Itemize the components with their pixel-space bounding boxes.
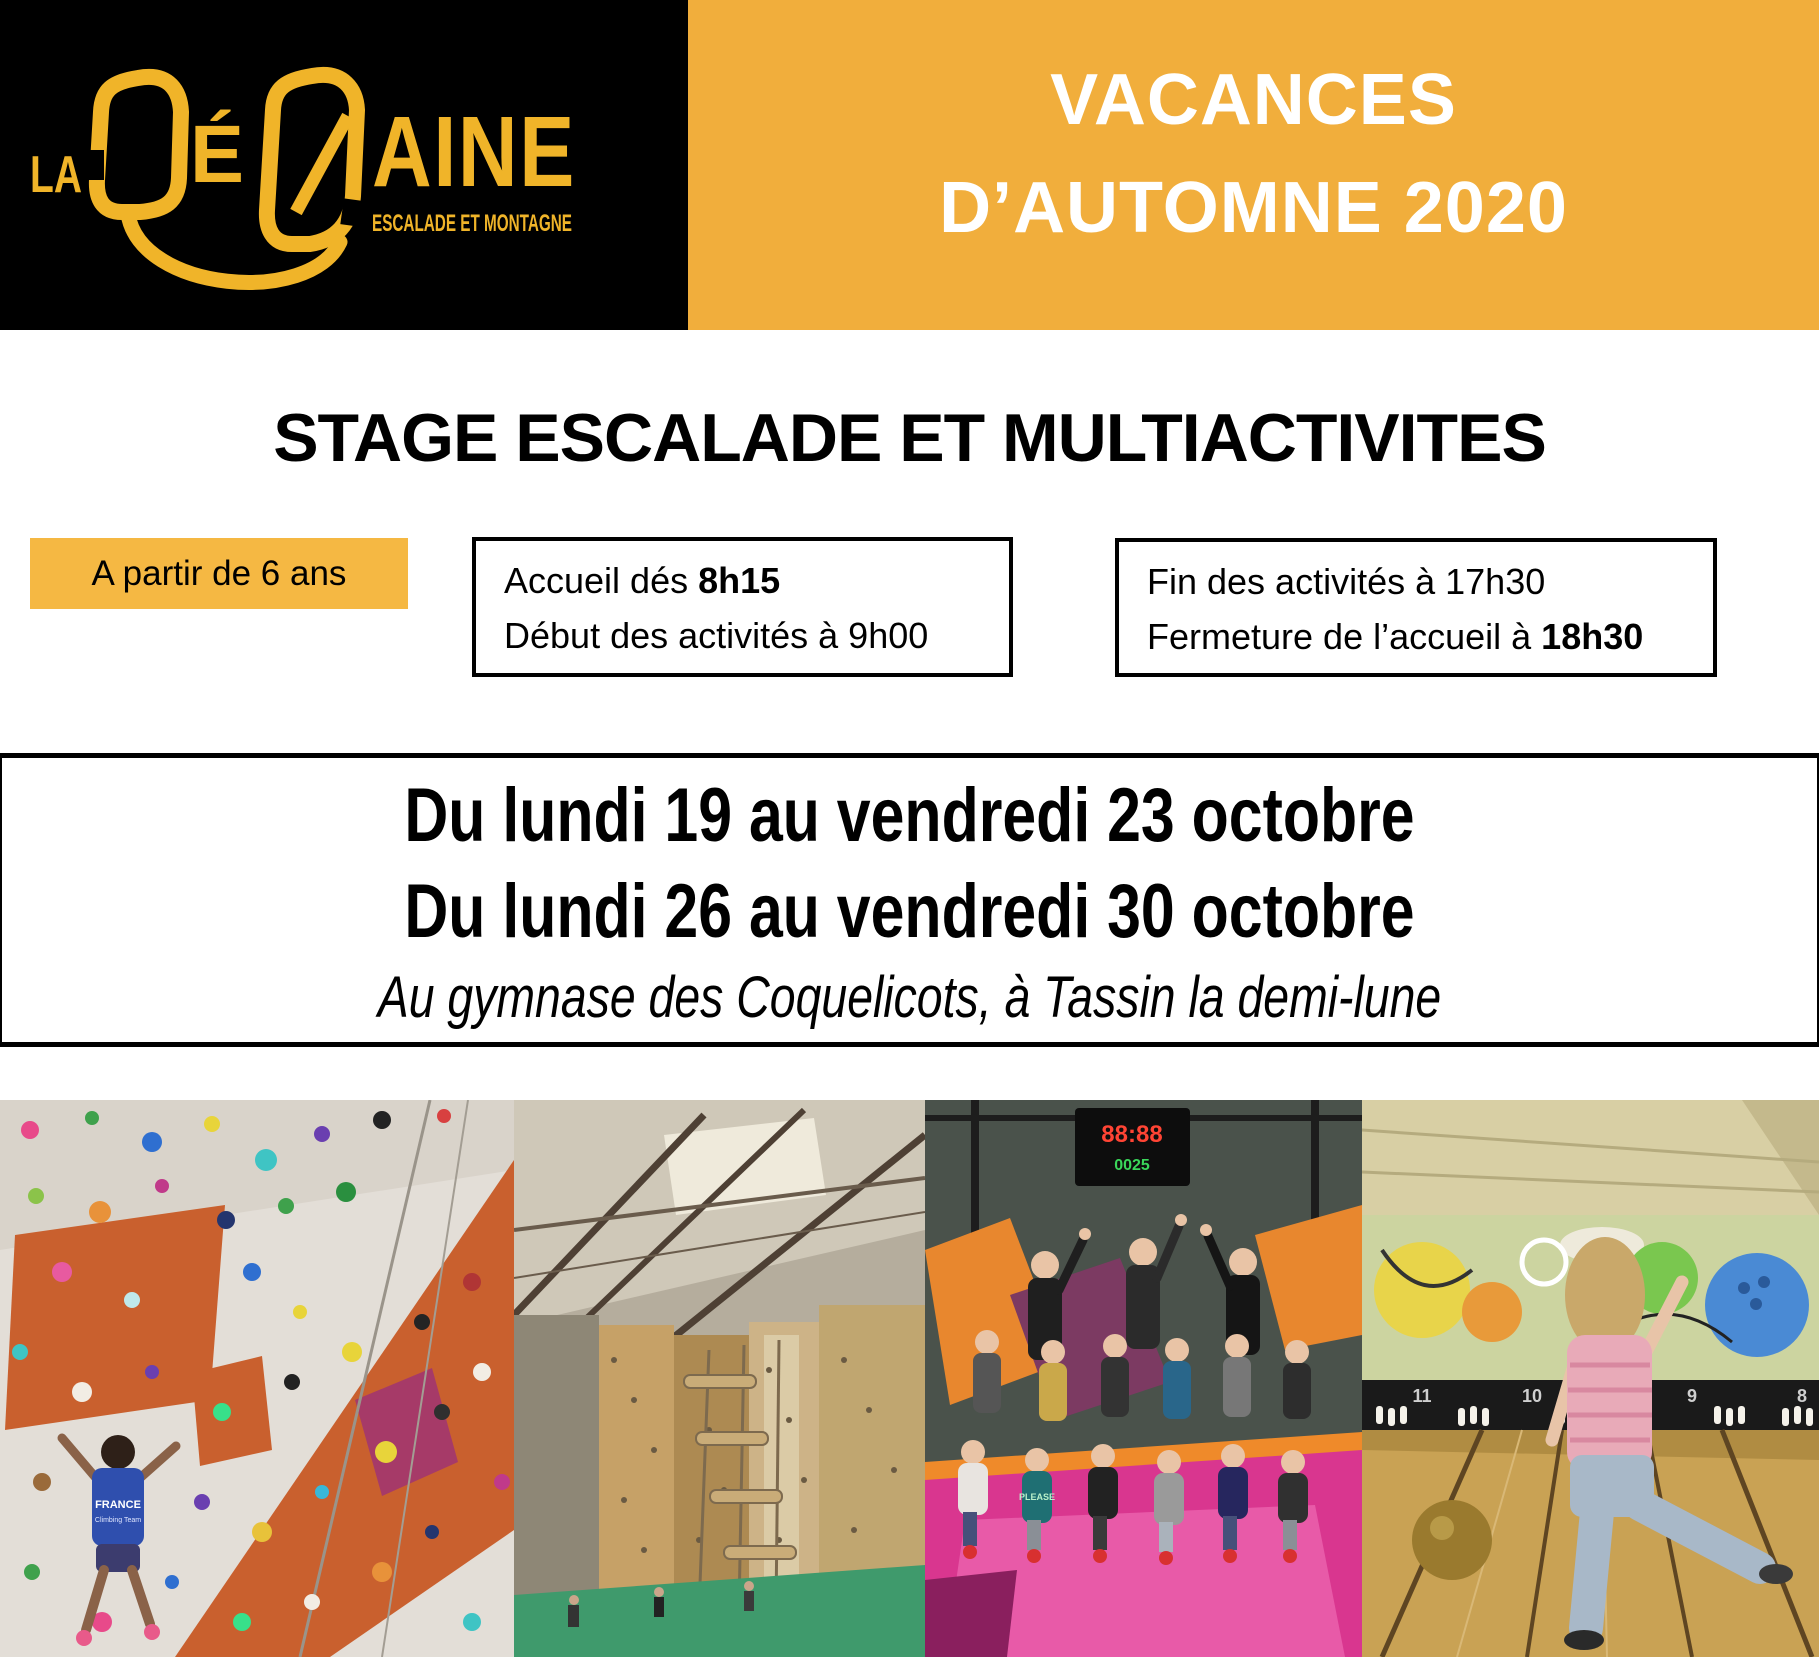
banner bbox=[688, 0, 1819, 330]
banner-line1: VACANCES bbox=[1050, 60, 1457, 140]
banner-line2: D’AUTOMNE 2020 bbox=[939, 168, 1568, 248]
bowling-photo bbox=[1362, 1100, 1819, 1657]
carabiner-g-icon bbox=[267, 75, 370, 244]
la-degaine-logo-icon bbox=[0, 0, 688, 330]
evening-line1: Fin des activités à 17h30 bbox=[1147, 561, 1546, 602]
age-badge-label: A partir de 6 ans bbox=[91, 553, 347, 593]
bowling-ball bbox=[1412, 1500, 1492, 1580]
lane-number: 9 bbox=[1686, 1386, 1698, 1406]
scoreboard bbox=[1075, 1108, 1190, 1186]
morning-line1: Accueil dés 8h15 bbox=[504, 560, 781, 601]
logo-e-acute: É bbox=[190, 109, 244, 200]
scoreboard-green-digits: 0025 bbox=[1114, 1157, 1150, 1174]
logo-box bbox=[0, 0, 688, 330]
climbing-wall-photo bbox=[0, 1100, 514, 1657]
age-badge bbox=[30, 538, 408, 609]
dates-line2: Du lundi 26 au vendredi 30 octobre bbox=[404, 869, 1415, 954]
orange-volume-small bbox=[5, 1205, 225, 1430]
dates-line1: Du lundi 19 au vendredi 23 octobre bbox=[404, 773, 1415, 858]
schedule-box-evening bbox=[1115, 538, 1717, 677]
lane-number: 10 bbox=[1521, 1386, 1543, 1406]
kid-shirt-text: PLEASE bbox=[1018, 1492, 1056, 1502]
shirt-text-team: Climbing Team bbox=[94, 1517, 142, 1524]
climbing-panels bbox=[514, 1305, 925, 1615]
morning-time-bold: 8h15 bbox=[698, 560, 781, 601]
dates-location: Au gymnase des Coquelicots, à Tassin la demi-lune bbox=[377, 965, 1442, 1030]
shirt-text-france: FRANCE bbox=[95, 1499, 141, 1511]
logo-prefix: LA bbox=[30, 146, 82, 204]
morning-line2: Début des activités à 9h00 bbox=[504, 615, 929, 656]
evening-time-bold: 18h30 bbox=[1541, 616, 1644, 657]
logo-tail: AINE bbox=[372, 96, 576, 208]
dates-box bbox=[0, 753, 1819, 1047]
scoreboard-red-digits: 88:88 bbox=[1101, 1121, 1163, 1148]
logo-subtitle: ESCALADE ET MONTAGNE bbox=[372, 210, 572, 237]
lane-number: 11 bbox=[1412, 1386, 1432, 1406]
page-title: STAGE ESCALADE ET MULTIACTIVITES bbox=[273, 400, 1546, 476]
carabiner-d-icon bbox=[88, 77, 181, 212]
trampoline-group-photo bbox=[925, 1100, 1362, 1657]
climbing-gym-photo bbox=[514, 1100, 925, 1657]
schedule-box-morning bbox=[472, 537, 1013, 677]
lane-number: 8 bbox=[1796, 1386, 1808, 1406]
evening-line2: Fermeture de l’accueil à 18h30 bbox=[1147, 616, 1644, 657]
